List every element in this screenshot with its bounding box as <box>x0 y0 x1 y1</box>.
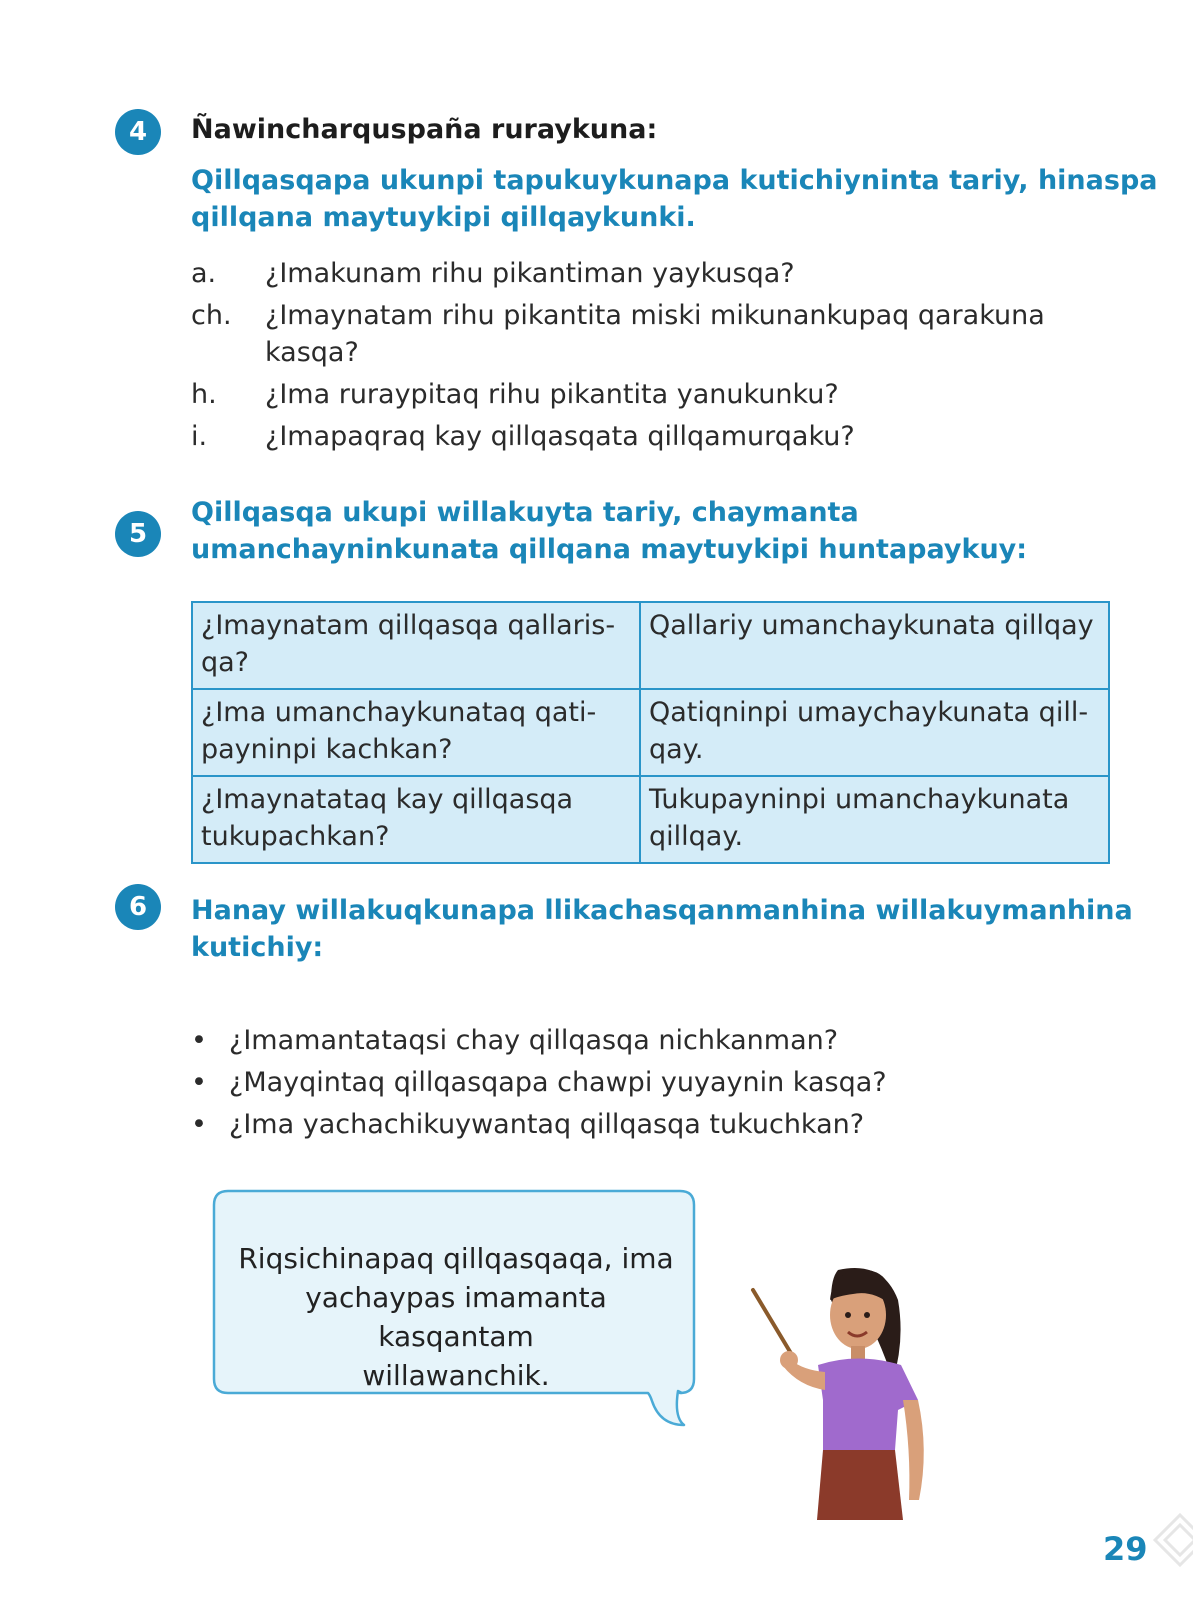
table-cell-question <box>192 602 640 689</box>
question-item <box>191 418 1091 455</box>
section-title: Ñawincharquspaña ruraykuna: <box>191 114 658 145</box>
table-cell-question <box>192 689 640 776</box>
instruction-line: Hanay willakuqkunapa llikachasqanmanhina willakuymanhina <box>191 895 1133 926</box>
bullet-icon: • <box>191 1109 207 1140</box>
question-label: i. <box>191 421 208 452</box>
question-list <box>191 255 1091 460</box>
girl-illustration <box>733 1260 953 1530</box>
bullet-text: ¿Imamantataqsi chay qillqasqa nichkanman? <box>229 1025 839 1056</box>
section-number-badge: 5 <box>115 511 161 557</box>
question-label: a. <box>191 258 217 289</box>
cell-line: tukupachkan? <box>201 821 390 852</box>
table-row <box>192 776 1109 863</box>
table-row <box>192 689 1109 776</box>
instruction-line: Qillqasqapa ukunpi tapukuykunapa kutichiyninta tariy, hinaspa <box>191 165 1158 196</box>
question-item <box>191 376 1091 413</box>
instruction-line: umanchayninkunata qillqana maytuykipi huntapaykuy: <box>191 534 1028 565</box>
cell-line: Qatiqninpi umaychaykunata qill- <box>649 697 1089 728</box>
bubble-line: Riqsichinapaq qillqasqaqa, ima <box>238 1242 674 1275</box>
table-cell-answer <box>640 602 1109 689</box>
question-text <box>265 297 1091 371</box>
question-item <box>191 255 1091 292</box>
bullet-list <box>191 1022 887 1148</box>
question-label: h. <box>191 379 217 410</box>
list-item <box>191 1022 887 1059</box>
bullet-text: ¿Ima yachachikuywantaq qillqasqa tukuchkan? <box>229 1109 865 1140</box>
cell-line: ¿Ima umanchaykunataq qati- <box>201 697 597 728</box>
cell-line: payninpi kachkan? <box>201 734 453 765</box>
question-label: ch. <box>191 300 232 331</box>
cell-line: ¿Imaynatam qillqasqa qallaris- <box>201 610 616 641</box>
list-item <box>191 1064 887 1101</box>
section-number-badge: 6 <box>115 884 161 930</box>
question-text <box>265 255 1091 292</box>
question-line: ¿Imaynatam rihu pikantita miski mikunankupaq qarakuna <box>265 300 1045 331</box>
bullet-icon: • <box>191 1025 207 1056</box>
table-cell-answer <box>640 689 1109 776</box>
question-line: ¿Imakunam rihu pikantiman yaykusqa? <box>265 258 795 289</box>
question-line: ¿Imapaqraq kay qillqasqata qillqamurqaku? <box>265 421 855 452</box>
table-cell-question <box>192 776 640 863</box>
instruction-line: kutichiy: <box>191 932 324 963</box>
question-item <box>191 297 1091 371</box>
cell-line: ¿Imaynatataq kay qillqasqa <box>201 784 574 815</box>
speech-bubble-text <box>226 1239 686 1395</box>
question-text <box>265 418 1091 455</box>
bubble-line: willawanchik. <box>362 1359 550 1392</box>
question-line: ¿Ima ruraypitaq rihu pikantita yanukunku? <box>265 379 839 410</box>
table-cell-answer <box>640 776 1109 863</box>
table-row <box>192 602 1109 689</box>
instruction-line: Qillqasqa ukupi willakuyta tariy, chaymanta <box>191 497 859 528</box>
answer-table <box>191 601 1110 864</box>
bullet-text: ¿Mayqintaq qillqasqapa chawpi yuyaynin kasqa? <box>229 1067 887 1098</box>
bubble-line: yachaypas imamanta kasqantam <box>305 1281 607 1353</box>
section-number-badge: 4 <box>115 109 161 155</box>
page-number: 29 <box>1103 1530 1148 1568</box>
list-item <box>191 1106 887 1143</box>
speech-bubble <box>212 1189 696 1444</box>
cell-line: qay. <box>649 734 704 765</box>
section-instruction <box>191 494 1027 568</box>
instruction-line: qillqana maytuykipi qillqaykunki. <box>191 202 696 233</box>
cell-line: qillqay. <box>649 821 744 852</box>
question-line: kasqa? <box>265 337 359 368</box>
bullet-icon: • <box>191 1067 207 1098</box>
section-instruction <box>191 892 1133 966</box>
cell-line: Qallariy umanchaykunata qillqay <box>649 610 1094 641</box>
cell-line: qa? <box>201 647 250 678</box>
question-text <box>265 376 1091 413</box>
cell-line: Tukupayninpi umanchaykunata <box>649 784 1070 815</box>
section-instruction <box>191 162 1158 236</box>
corner-diamond-icon <box>1150 1510 1193 1580</box>
